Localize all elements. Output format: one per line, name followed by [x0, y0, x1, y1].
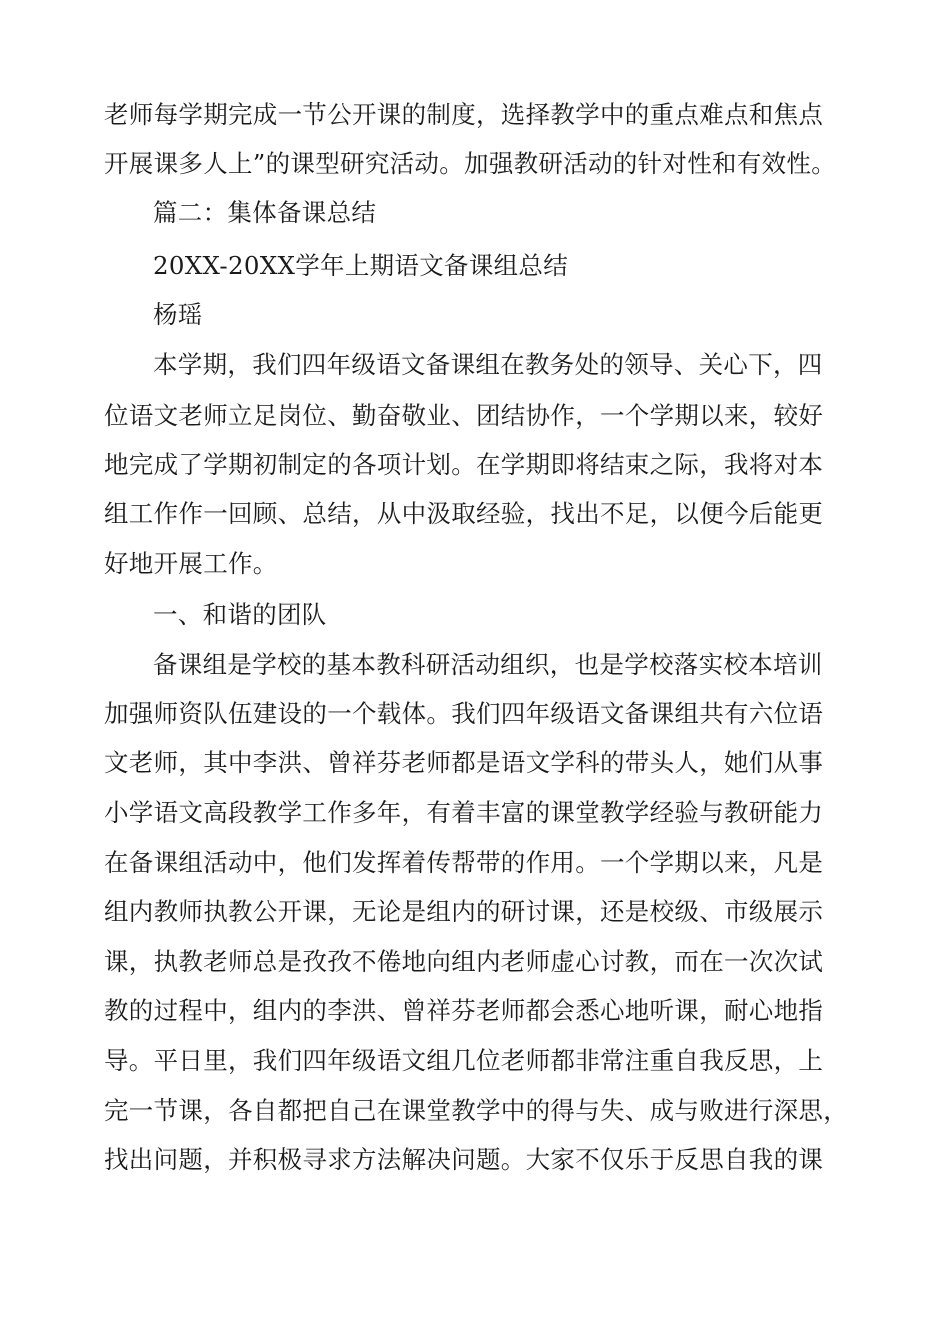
text-line: 地完成了学期初制定的各项计划。在学期即将结束之际，我将对本 — [104, 450, 824, 479]
section-heading: 一、和谐的团队 — [153, 600, 327, 629]
text-line: 开展课多人上”的课型研究活动。加强教研活动的针对性和有效性。 — [104, 149, 837, 178]
section-heading: 篇二：集体备课总结 — [153, 198, 377, 227]
text-line: 位语文老师立足岗位、勤奋敬业、团结协作，一个学期以来，较好 — [104, 401, 824, 430]
text-line: 组内教师执教公开课，无论是组内的研讨课，还是校级、市级展示 — [104, 897, 824, 926]
text-line: 加强师资队伍建设的一个载体。我们四年级语文备课组共有六位语 — [104, 699, 824, 728]
text-line: 老师每学期完成一节公开课的制度，选择教学中的重点难点和焦点 — [104, 100, 824, 129]
text-line: 本学期，我们四年级语文备课组在教务处的领导、关心下，四 — [153, 350, 823, 379]
text-line: 找出问题，并积极寻求方法解决问题。大家不仅乐于反思自我的课 — [104, 1145, 824, 1174]
text-line: 教的过程中，组内的李洪、曾祥芬老师都会悉心地听课，耐心地指 — [104, 996, 824, 1025]
text-line: 完一节课，各自都把自己在课堂教学中的得与失、成与败进行深思， — [104, 1096, 848, 1125]
text-line: 文老师，其中李洪、曾祥芬老师都是语文学科的带头人，她们从事 — [104, 748, 824, 777]
text-line: 小学语文高段教学工作多年，有着丰富的课堂教学经验与教研能力 — [104, 798, 824, 827]
document-title: 20XX-20XX学年上期语文备课组总结 — [153, 251, 569, 280]
text-line: 课，执教老师总是孜孜不倦地向组内老师虚心讨教，而在一次次试 — [104, 947, 824, 976]
text-line: 备课组是学校的基本教科研活动组织，也是学校落实校本培训 — [153, 650, 823, 679]
author-name: 杨瑶 — [153, 300, 203, 329]
text-line: 组工作作一回顾、总结，从中汲取经验，找出不足，以便今后能更 — [104, 499, 824, 528]
text-line: 好地开展工作。 — [104, 549, 278, 578]
text-line: 导。平日里，我们四年级语文组几位老师都非常注重自我反思，上 — [104, 1046, 824, 1075]
text-line: 在备课组活动中，他们发挥着传帮带的作用。一个学期以来，凡是 — [104, 848, 824, 877]
